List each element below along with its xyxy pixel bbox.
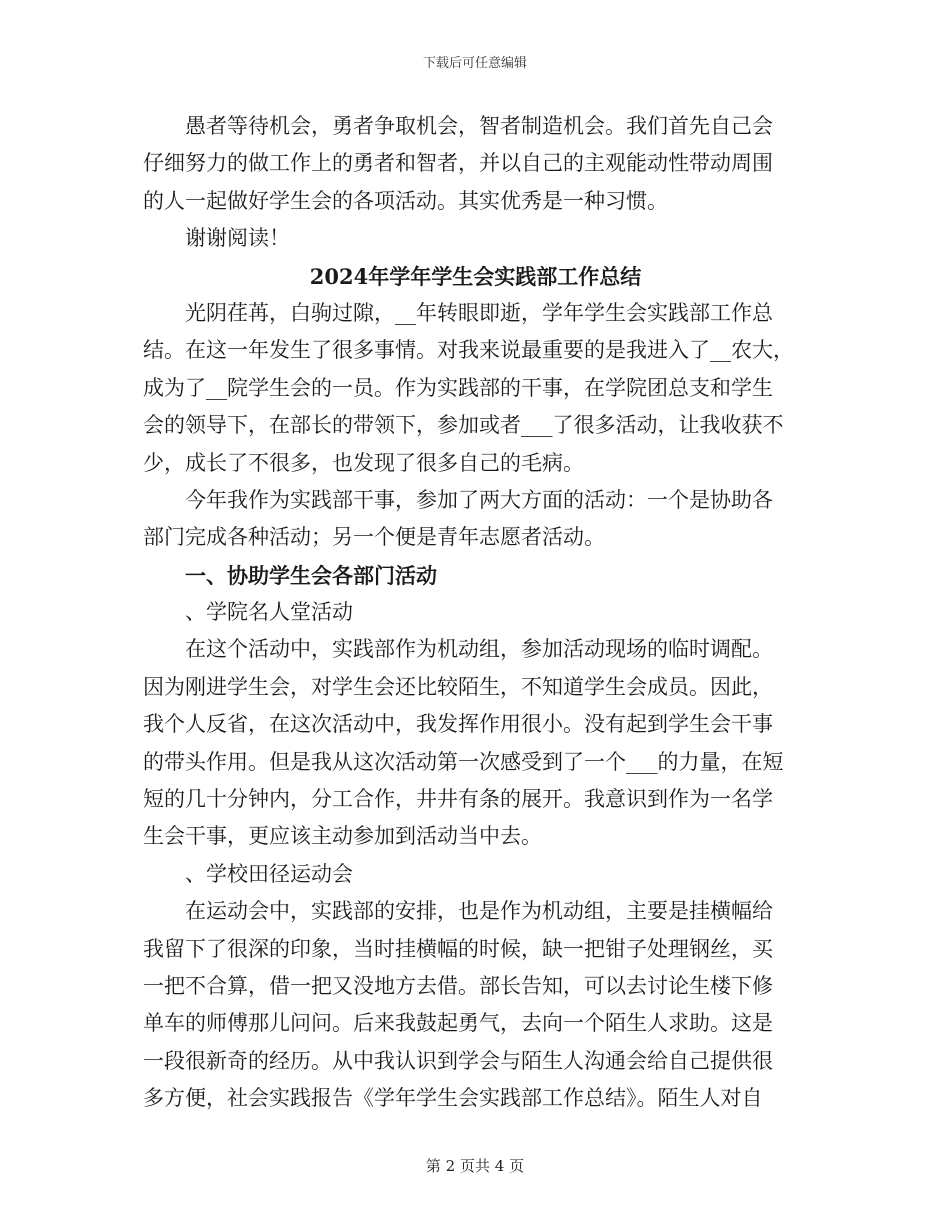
text-line: 一把不合算，借一把又没地方去借。部长告知，可以去讨论生楼下修 [143,973,773,998]
text-line: 少，成长了不很多，也发现了很多自己的毛病。 [143,450,584,475]
page-footer: 第 2 页共 4 页 [425,1157,525,1175]
document-title: 2024年学年学生会实践部工作总结 [309,263,642,289]
text-line: 一段很新奇的经历。从中我认识到学会与陌生人沟通会给自己提供很 [143,1048,773,1073]
text-line: 成为了__院学生会的一员。作为实践部的干事，在学院团总支和学生 [143,375,773,400]
text-line: 我个人反省，在这次活动中，我发挥作用很小。没有起到学生会干事 [143,712,773,737]
document-body [143,108,808,1118]
text-line: 、学校田径运动会 [185,861,353,886]
text-line: 今年我作为实践部干事，参加了两大方面的活动：一个是协助各 [185,487,773,512]
text-line: 会的领导下，在部长的带领下，参加或者___了很多活动，让我收获不 [143,413,784,438]
text-line: 短的几十分钟内，分工合作，井井有条的展开。我意识到作为一名学 [143,787,773,812]
text-line: 谢谢阅读！ [185,226,290,251]
text-line: 的带头作用。但是我从这次活动第一次感受到了一个___的力量，在短 [143,749,784,774]
text-line: 、学院名人堂活动 [185,600,353,625]
text-line: 愚者等待机会，勇者争取机会，智者制造机会。我们首先自己会 [185,114,773,138]
page-header: 下载后可任意编辑 [422,56,527,71]
text-line: 在这个活动中，实践部作为机动组，参加活动现场的临时调配。 [185,637,773,662]
text-line: 结。在这一年发生了很多事情。对我来说最重要的是我进入了__农大， [143,338,794,363]
text-line: 我留下了很深的印象，当时挂横幅的时候，缺一把钳子处理钢丝，买 [143,936,773,961]
text-line: 在运动会中，实践部的安排，也是作为机动组，主要是挂横幅给 [185,899,773,924]
text-line: 光阴荏苒，白驹过隙，__年转眼即逝，学年学生会实践部工作总 [185,300,773,325]
section-heading: 一、协助学生会各部门活动 [185,562,437,588]
text-line: 的人一起做好学生会的各项活动。其实优秀是一种习惯。 [143,188,668,213]
text-line: 单车的师傅那儿问问。后来我鼓起勇气，去向一个陌生人求助。这是 [143,1011,773,1036]
text-line: 部门完成各种活动；另一个便是青年志愿者活动。 [143,525,605,550]
text-line: 多方便，社会实践报告《学年学生会实践部工作总结》。陌生人对自 [143,1086,763,1111]
text-line: 生会干事，更应该主动参加到活动当中去。 [143,824,542,849]
text-line: 仔细努力的做工作上的勇者和智者，并以自己的主观能动性带动周围 [143,151,773,176]
text-line: 因为刚进学生会，对学生会还比较陌生，不知道学生会成员。因此， [143,674,773,699]
